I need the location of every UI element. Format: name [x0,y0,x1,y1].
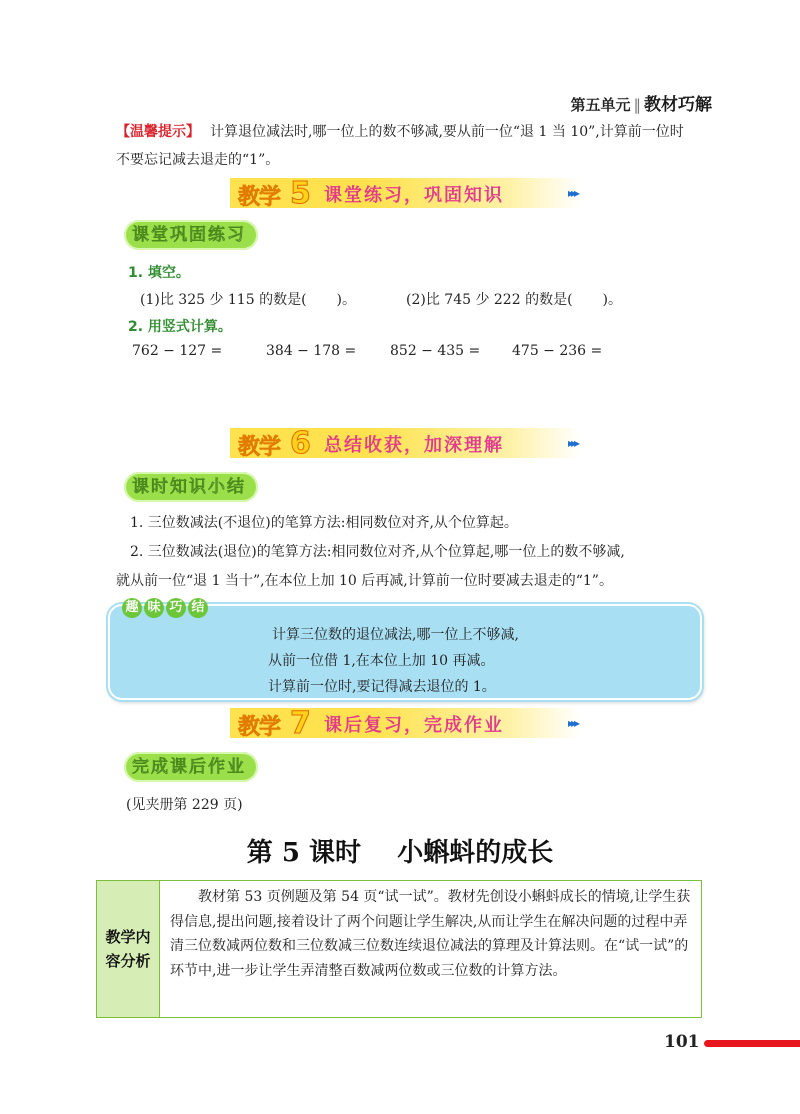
question-1b [406,289,622,309]
banner-title: 课堂练习，巩固知识 [324,185,504,206]
unit-label: 第五单元 [570,96,631,114]
fun-char-1: 趣 [122,598,142,618]
section-pill-summary: 课时知识小结 [124,472,258,502]
question-1b-text: (2)比 745 少 222 的数是( [406,292,573,308]
step5-banner [230,176,590,211]
calc-item-3: 852 − 435 = [390,343,481,359]
arrows-icon: ▸▸▸ [568,186,578,200]
tip-text: 计算退位减法时,哪一位上的数不够减,要从前一位“退 1 当 10”,计算前一位时不要忘记减去退走的“1”。 [116,124,684,168]
fun-summary-title [122,598,208,618]
fun-line-2: 从前一位借 1,在本位上加 10 再减。 [268,653,495,669]
banner-prefix: 教学 [238,185,281,210]
analysis-body: 教材第 53 页例题及第 54 页“试一试”。教材先创设小蝌蚪成长的情境,让学生获得信息,提出问题,接着设计了两个问题让学生解决,从而让学生在解决问题的过程中弄清三位数减两位数和三位数减三位数连续退位减法的算理及计算法则。在“试一试”的环节中,进一步让学生弄清整百数减两位数或三位数的计算方法。 [170,889,691,979]
banner-prefix: 教学 [238,435,281,460]
summary-point-1: 1. 三位数减法(不退位)的笔算方法:相同数位对齐,从个位算起。 [130,515,518,531]
fun-char-4: 结 [188,598,208,618]
analysis-header [97,881,160,1017]
calc-item-1: 762 − 127 = [132,343,223,359]
banner-title: 课后复习，完成作业 [324,715,504,736]
lesson-title: 第 5 课时 小蝌蚪的成长 [246,838,554,868]
analysis-header-line-1: 教学内 [105,928,151,946]
fun-line-3: 计算前一位时,要记得减去退位的 1。 [268,679,496,695]
banner-number: 6 [290,426,311,461]
section-pill-practice: 课堂巩固练习 [124,220,258,250]
page-bar [704,1040,800,1047]
step7-banner [230,706,590,741]
fun-char-2: 味 [144,598,164,618]
calc-item-2: 384 − 178 = [266,343,357,359]
header-separator: ‖ [633,96,641,114]
step6-banner [230,426,590,461]
fun-line-1: 计算三位数的退位减法,哪一位上不够减, [272,627,519,643]
arrows-icon: ▸▸▸ [568,436,578,450]
question-1a-text: (1)比 325 少 115 的数是( [140,292,307,308]
book-title: 教材巧解 [644,95,712,115]
banner-title: 总结收获，加深理解 [324,435,504,456]
fun-char-3: 巧 [166,598,186,618]
question-2-label: 2. 用竖式计算。 [128,319,232,335]
banner-prefix: 教学 [238,715,281,740]
question-1a [140,289,356,309]
banner-number: 7 [290,706,311,741]
page-header [570,90,712,115]
tip-paragraph [116,118,696,174]
analysis-table [96,880,702,1018]
page-number: 101 [664,1032,700,1052]
question-1a-end: )。 [336,292,357,308]
homework-reference: (见夹册第 229 页) [126,797,243,813]
arrows-icon: ▸▸▸ [568,716,578,730]
analysis-header-line-2: 容分析 [105,952,151,970]
banner-number: 5 [290,176,311,211]
section-pill-homework: 完成课后作业 [124,752,258,782]
summary-point-2b: 就从前一位“退 1 当十”,在本位上加 10 后再减,计算前一位时要减去退走的“1”。 [116,573,613,589]
question-1b-end: )。 [602,292,623,308]
tip-label: 【温馨提示】 [116,124,200,140]
question-1-label: 1. 填空。 [128,265,190,281]
calc-item-4: 475 − 236 = [512,343,603,359]
summary-point-2a: 2. 三位数减法(退位)的笔算方法:相同数位对齐,从个位算起,哪一位上的数不够减, [130,544,625,560]
